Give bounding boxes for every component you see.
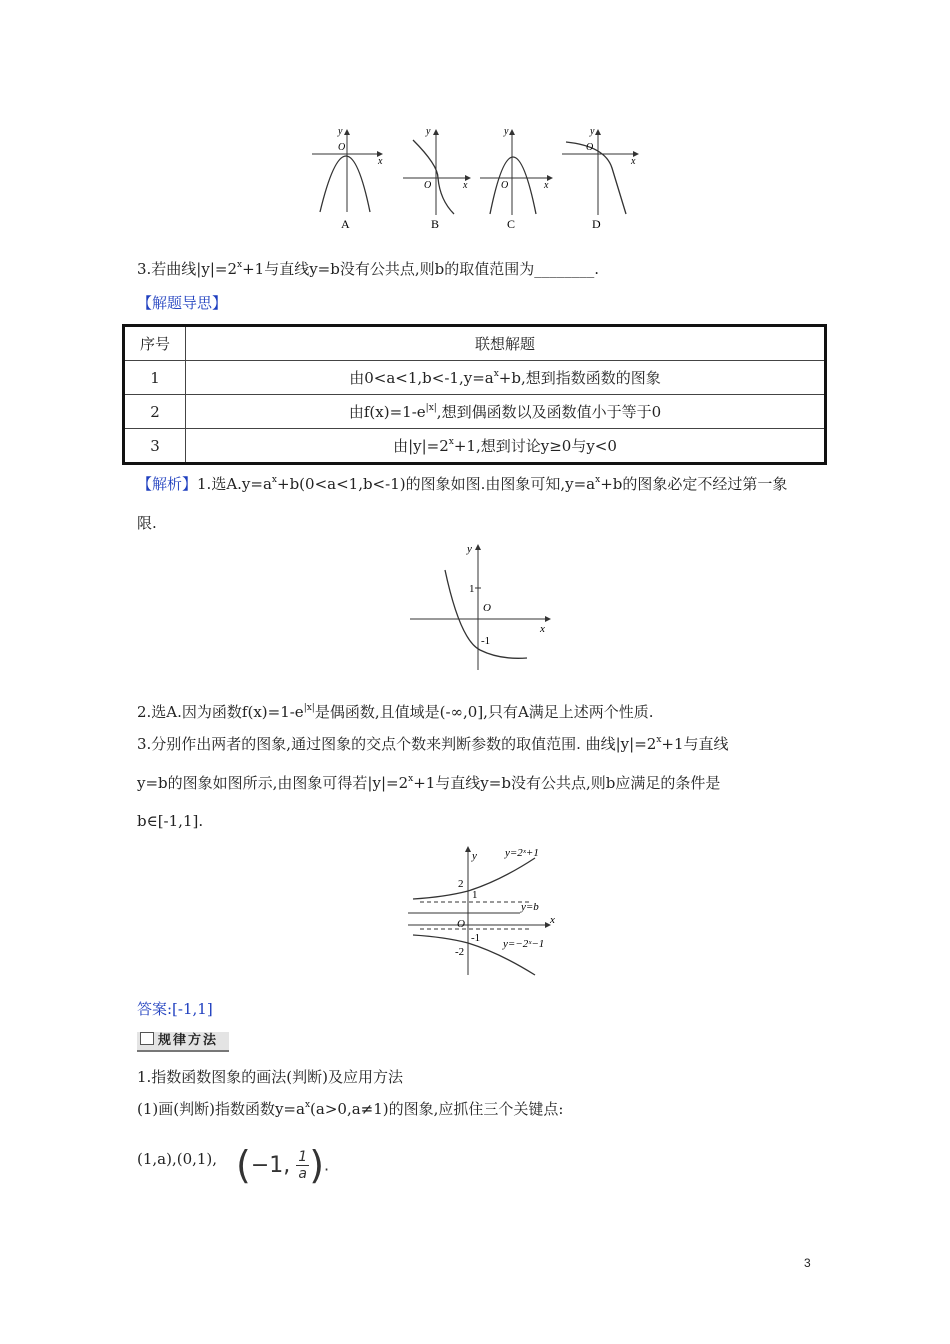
note-icon [140, 1032, 154, 1045]
svg-text:-1: -1 [471, 932, 481, 944]
graph-b [403, 126, 470, 231]
para-3-line2: y=b的图象如图所示,由图象可得若$|y|=2^x+1$与直线y=b没有公共点,则b应满足的条件是 [137, 774, 721, 792]
label-d: D [592, 217, 601, 231]
svg-text:O: O [586, 142, 594, 153]
guide-title: 【解题导思】 [137, 294, 228, 312]
key-point-expression: (−1, $\frac{1}{a}$ ). [236, 1143, 330, 1187]
svg-text:y=−2ˣ−1: y=−2ˣ−1 [503, 938, 545, 950]
svg-text:O: O [424, 180, 432, 191]
table-row: 1 由$0<a<1,b<-1,y=a^x+b$,想到指数函数的图象 [124, 361, 826, 395]
table-header-row [124, 326, 826, 361]
label-c: C [507, 217, 516, 231]
svg-text:x: x [540, 623, 545, 635]
graph-c [480, 126, 552, 231]
para-3-line1: 3.分别作出两者的图象,通过图象的交点个数来判断参数的取值范围. 曲线$|y|=2^x+1$与直线 [137, 735, 729, 753]
header-no: 序号 [124, 326, 186, 361]
analysis-p1-cont: 限. [137, 514, 157, 532]
svg-text:y: y [467, 543, 472, 555]
label-a: A [341, 217, 350, 231]
svg-text:y: y [426, 126, 431, 137]
svg-text:x: x [463, 180, 468, 191]
svg-text:x: x [631, 156, 636, 167]
figure-3 [405, 843, 560, 978]
svg-text:y: y [504, 126, 509, 137]
svg-text:O: O [483, 602, 491, 614]
svg-text:O: O [338, 142, 346, 153]
para-2: 2.选A.因为函数$f(x)=1-e^{|x|}$是偶函数,且值域是(-∞,0],只有A满足上述两个性质. [137, 703, 654, 721]
page-number: 3 [804, 1256, 811, 1270]
method-line1: (1)画(判断)指数函数$y=a^x(a>0,a\ne 1)$的图象,应抓住三个关键点: [137, 1100, 564, 1118]
graph-d [562, 126, 638, 231]
analysis-tag: 【解析】 [137, 475, 198, 493]
question-3: 3.若曲线$|y|=2^x+1$与直线y=b没有公共点,则b的取值范围为________. [137, 260, 599, 278]
svg-text:-2: -2 [455, 946, 465, 958]
label-b: B [431, 217, 440, 231]
method-badge: 规律方法 [137, 1032, 229, 1052]
svg-text:y=b: y=b [521, 901, 539, 913]
para-3-line3: b∈[-1,1]. [137, 812, 204, 830]
method-heading: 1.指数函数图象的画法(判断)及应用方法 [137, 1068, 404, 1086]
svg-text:x: x [550, 914, 555, 926]
svg-text:y: y [590, 126, 595, 137]
svg-text:1: 1 [469, 583, 475, 595]
table-row: 3 由$|y|=2^x+1$,想到讨论y≥0与y<0 [124, 429, 826, 464]
svg-text:y=2ˣ+1: y=2ˣ+1 [505, 847, 539, 859]
header-assoc: 联想解题 [186, 326, 826, 361]
answer: 答案:[-1,1] [137, 1000, 213, 1018]
graph-a [312, 126, 383, 231]
method-points: (1,a),(0,1), [137, 1150, 218, 1168]
svg-text:x: x [544, 180, 549, 191]
svg-text:O: O [501, 180, 509, 191]
table-row: 2 由$f(x)=1-e^{|x|}$,想到偶函数以及函数值小于等于0 [124, 395, 826, 429]
analysis-p1: 【解析】1.选$A.y=a^x+b(0<a<1,b<-1)$的图象如图.由图象可知$,y=a^x+b$的图象必定不经过第一象 [137, 475, 788, 493]
svg-text:x: x [378, 156, 383, 167]
svg-text:1: 1 [472, 889, 478, 901]
svg-text:O: O [457, 918, 465, 930]
svg-text:-1: -1 [481, 635, 491, 647]
svg-text:y: y [338, 126, 343, 137]
figure-2 [405, 540, 555, 675]
svg-text:y: y [472, 850, 477, 862]
guide-table [122, 324, 827, 465]
svg-text:2: 2 [458, 878, 464, 890]
top-figure [300, 120, 650, 235]
